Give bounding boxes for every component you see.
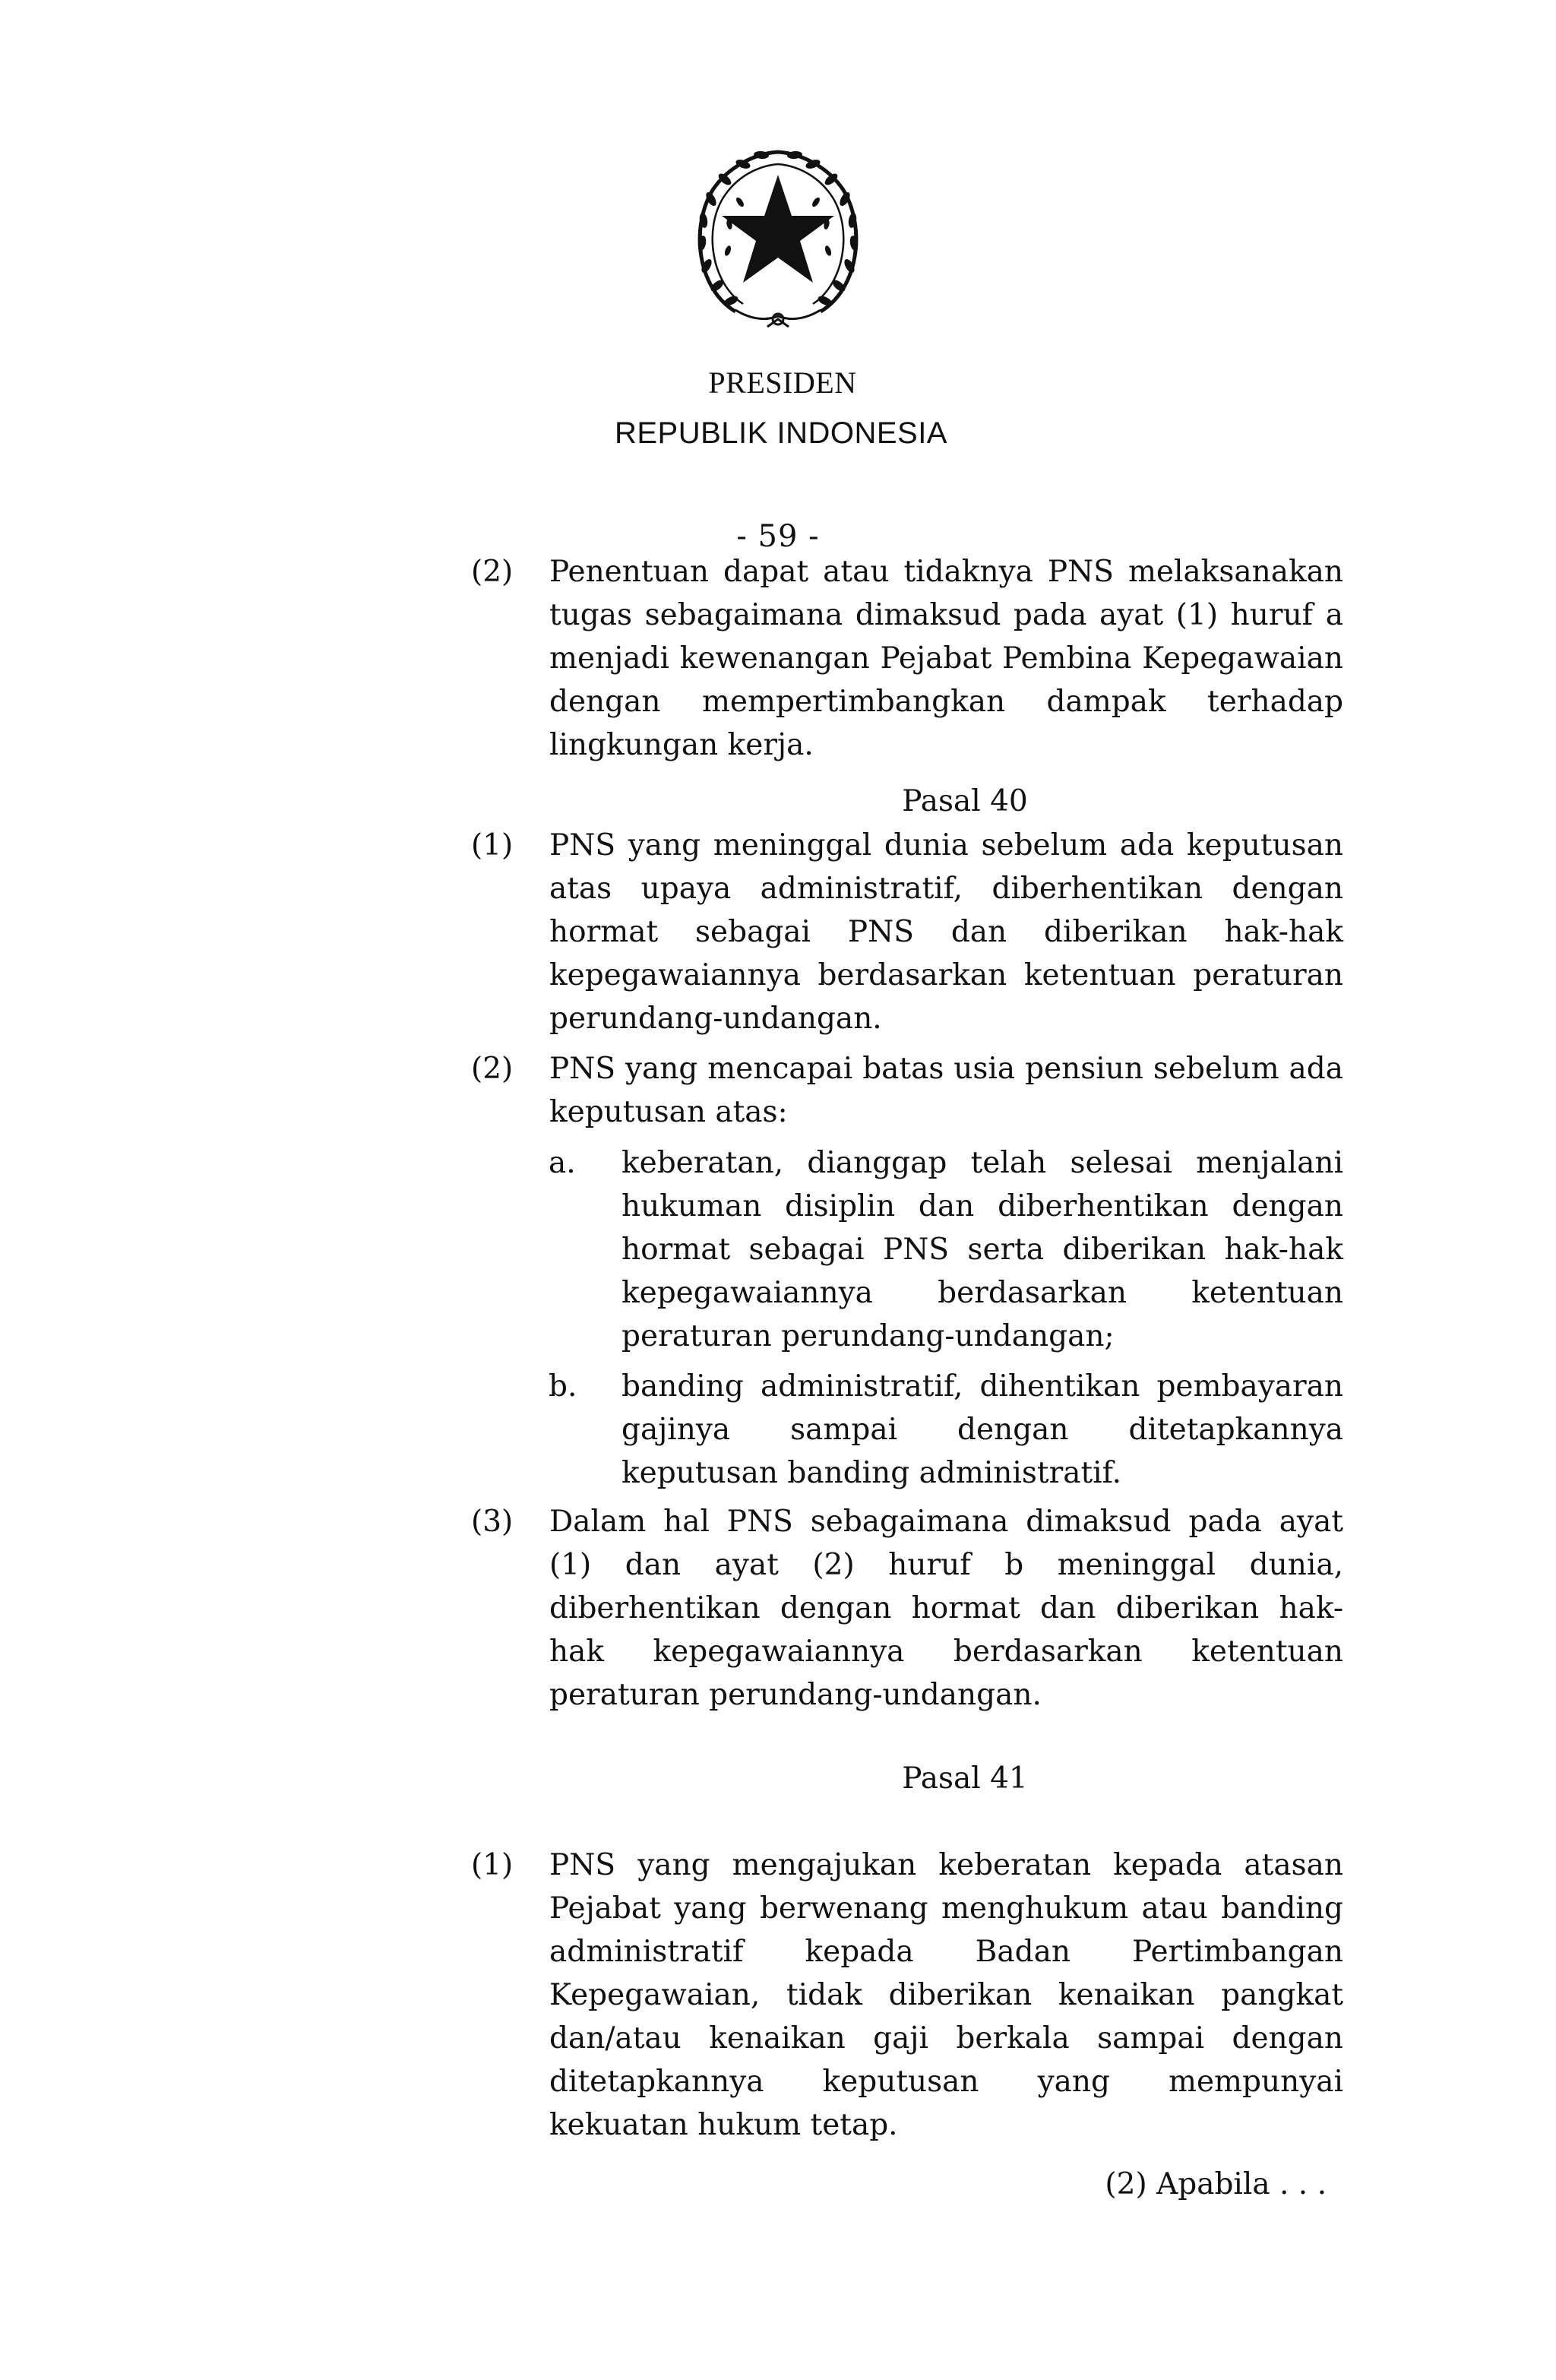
sub-letter: a.: [549, 1146, 576, 1180]
catchword-next-page: (2) Apabila . . .: [1105, 2167, 1327, 2201]
item-number: (1): [471, 828, 514, 862]
sub-text: banding administratif, dihentikan pembayaran gajinya sampai dengan ditetapkannya keputusan banding administratif.: [621, 1369, 1343, 1490]
presidential-seal-star-icon: [682, 137, 874, 331]
item-number: (1): [471, 1848, 514, 1882]
header-presiden: PRESIDEN: [708, 366, 857, 400]
page-number: - 59 -: [736, 519, 820, 554]
sub-text: keberatan, dianggap telah selesai menjalani hukuman disiplin dan diberhentikan dengan hormat sebagai PNS serta diberikan hak-hak kepegawaiannya berdasarkan ketentuan peraturan perundang-undangan;: [621, 1146, 1343, 1353]
item-text: Dalam hal PNS sebagaimana dimaksud pada ayat (1) dan ayat (2) huruf b meninggal dunia, diberhentikan dengan hormat dan diberikan hak-hak kepegawaiannya berdasarkan ketentuan peraturan perundang-undangan.: [549, 1505, 1343, 1712]
sub-letter: b.: [549, 1369, 577, 1404]
item-text: Penentuan dapat atau tidaknya PNS melaksanakan tugas sebagaimana dimaksud pada ayat (1) huruf a menjadi kewenangan Pejabat Pembina Kepegawaian dengan mempertimbangkan dampak terhadap lingkungan kerja.: [549, 555, 1343, 762]
header-republik-indonesia: REPUBLIK INDONESIA: [614, 416, 947, 450]
pasal-41-heading: Pasal 41: [902, 1761, 1028, 1796]
item-number: (3): [471, 1505, 514, 1539]
pasal-40-heading: Pasal 40: [902, 784, 1028, 818]
item-number: (2): [471, 1052, 514, 1086]
item-text: PNS yang meninggal dunia sebelum ada keputusan atas upaya administratif, diberhentikan dengan hormat sebagai PNS dan diberikan hak-hak kepegawaiannya berdasarkan ketentuan peraturan perundang-undangan.: [549, 828, 1343, 1036]
item-number: (2): [471, 555, 514, 589]
item-text: PNS yang mencapai batas usia pensiun sebelum ada keputusan atas:: [549, 1052, 1343, 1129]
item-text: PNS yang mengajukan keberatan kepada atasan Pejabat yang berwenang menghukum atau banding administratif kepada Badan Pertimbangan Kepegawaian, tidak diberikan kenaikan pangkat dan/atau kenaikan gaji berkala sampai dengan ditetapkannya keputusan yang mempunyai kekuatan hukum tetap.: [549, 1848, 1343, 2142]
